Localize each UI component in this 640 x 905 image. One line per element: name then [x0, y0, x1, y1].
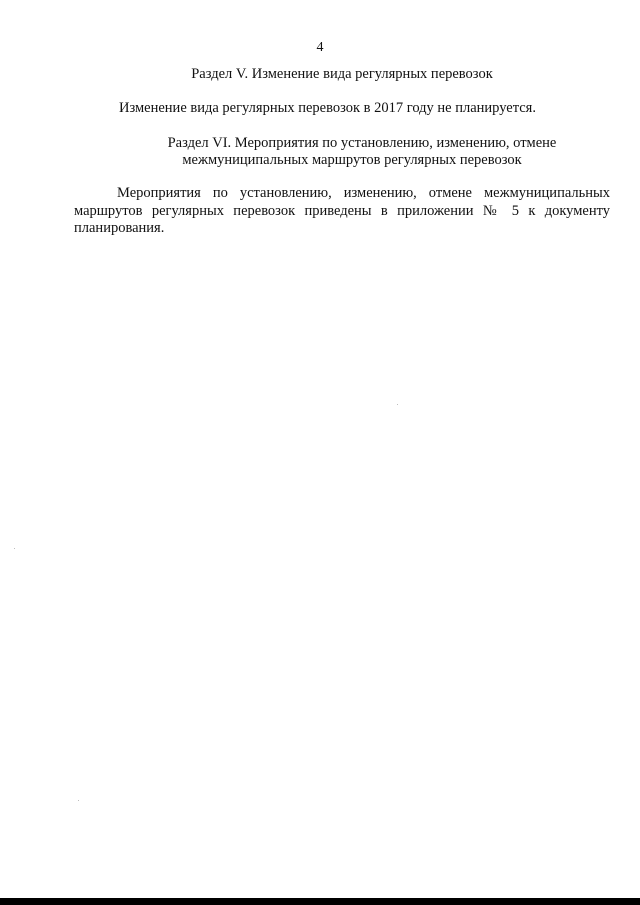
- section-vi-paragraph: Мероприятия по установлению, изменению, отмене межмуниципальных маршрутов регулярных перевозок приведены в приложении № 5 к документу планирования.: [74, 185, 610, 236]
- section-vi-heading-line1: Раздел VI. Мероприятия по установлению, изменению, отмене: [167, 135, 557, 151]
- scan-bottom-border: [0, 898, 640, 905]
- page-number: 4: [316, 40, 324, 55]
- scan-speck: [78, 800, 79, 801]
- scan-speck: [14, 548, 15, 549]
- section-v-heading: Раздел V. Изменение вида регулярных перевозок: [191, 66, 493, 82]
- section-v-paragraph: Изменение вида регулярных перевозок в 2017 году не планируется.: [119, 100, 536, 116]
- section-vi-heading-line2: межмуниципальных маршрутов регулярных перевозок: [182, 152, 522, 168]
- scan-speck: [397, 404, 398, 405]
